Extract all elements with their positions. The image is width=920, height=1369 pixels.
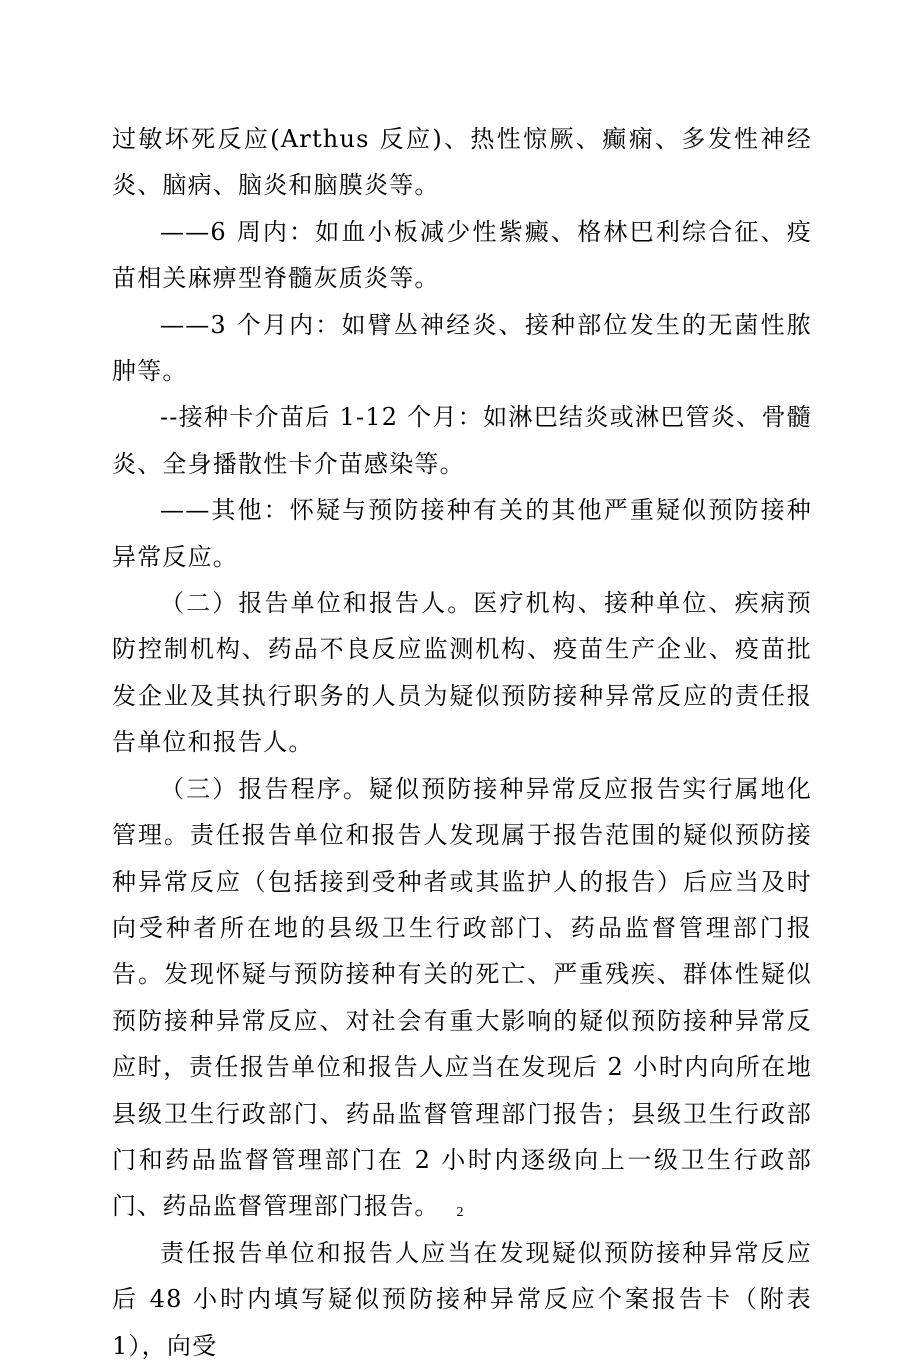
paragraph-allergic-reactions: 过敏坏死反应(Arthus 反应)、热性惊厥、癫痫、多发性神经炎、脑病、脑炎和脑膜炎等。: [112, 125, 812, 200]
paragraph-reporting-units: （二）报告单位和报告人。医疗机构、接种单位、疾病预防控制机构、药品不良反应监测机构、疫苗生产企业、疫苗批发企业及其执行职务的人员为疑似预防接种异常反应的责任报告单位和报告人。: [112, 589, 812, 757]
paragraph-reporting-procedure: （三）报告程序。疑似预防接种异常反应报告实行属地化管理。责任报告单位和报告人发现属于报告范围的疑似预防接种异常反应（包括接到受种者或其监护人的报告）后应当及时向受种者所在地的县级卫生行政部门、药品监督管理部门报告。发现怀疑与预防接种有关的死亡、严重残疾、群体性疑似预防接种异常反应、对社会有重大影响的疑似预防接种异常反应时，责任报告单位和报告人应当在发现后 2 小时内向所在地县级卫生行政部门、药品监督管理部门报告；县级卫生行政部门和药品监督管理部门在 2 小时内逐级向上一级卫生行政部门、药品监督管理部门报告。: [112, 774, 812, 1221]
paragraph-48-hour-report: 责任报告单位和报告人应当在发现疑似预防接种异常反应后 48 小时内填写疑似预防接种异常反应个案报告卡（附表 1），向受: [112, 1238, 812, 1360]
paragraph-within-3-months: ——3 个月内：如臂丛神经炎、接种部位发生的无菌性脓肿等。: [112, 310, 812, 386]
document-body: [112, 116, 812, 1369]
paragraph-bcg-1-12-months: --接种卡介苗后 1-12 个月：如淋巴结炎或淋巴管炎、骨髓炎、全身播散性卡介苗感染等。: [112, 403, 812, 478]
paragraph-other: ——其他：怀疑与预防接种有关的其他严重疑似预防接种异常反应。: [112, 496, 812, 571]
page-number: 2: [456, 1205, 464, 1220]
paragraph-within-6-weeks: ——6 周内：如血小板减少性紫癜、格林巴利综合征、疫苗相关麻痹型脊髓灰质炎等。: [112, 217, 812, 293]
